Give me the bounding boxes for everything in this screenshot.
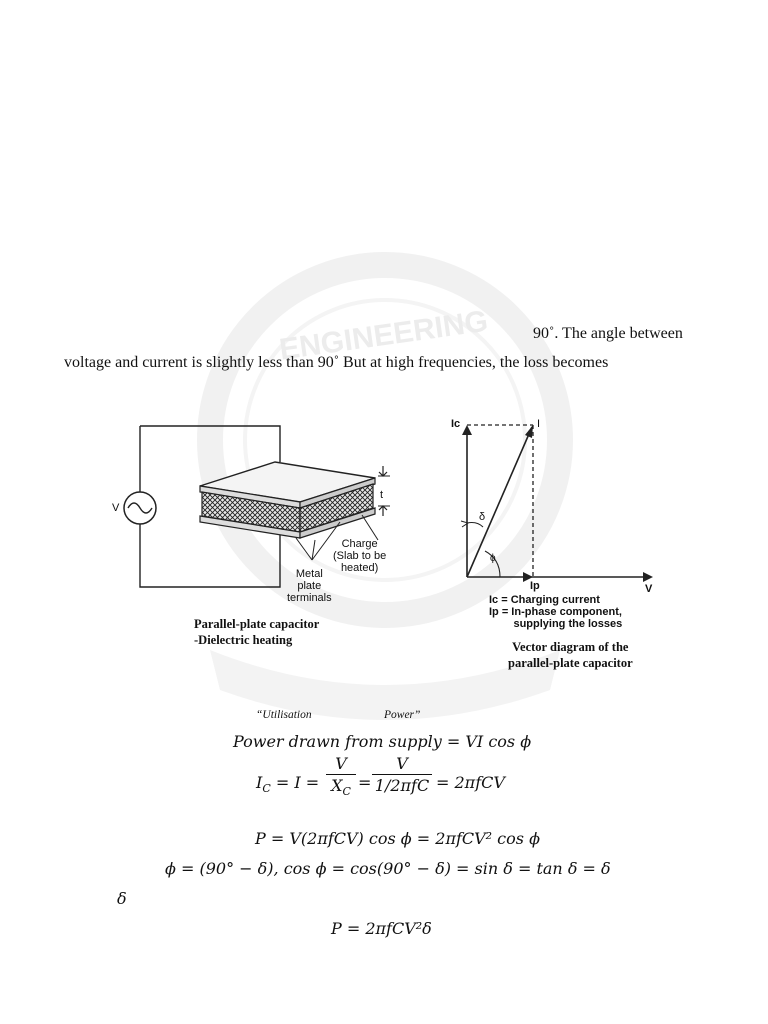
capacitor-circuit-figure [100, 410, 400, 650]
equation-power-expanded: P = V(2πfCV) cos ϕ = 2πfCV² cos ϕ [255, 829, 540, 848]
source-caption-part1: “Utilisation [256, 709, 312, 721]
source-v-label: V [112, 502, 120, 514]
body-text-line-2: voltage and current is slightly less than 90˚ But at high frequencies, the loss becomes [64, 354, 609, 371]
source-caption-part2: Power” [384, 709, 421, 721]
vector-diagram [445, 415, 665, 595]
metal-plate-label: Metal plate terminals [287, 568, 332, 604]
equation-charging-current: $I_C = I$ = V $X_C$ = V 1/2πfC = 2πfCV [256, 754, 505, 799]
equation-power-final: P = 2πfCV²δ [331, 919, 432, 938]
legend-charging-current: Ic = Charging current [489, 594, 600, 606]
charge-label: Charge (Slab to be heated) [333, 538, 387, 574]
equation-power-drawn: Power drawn from supply = VI cos ϕ [233, 732, 532, 751]
svg-text:ENGINEERING: ENGINEERING [277, 304, 490, 367]
equation-delta-symbol: δ [117, 889, 127, 908]
body-text-line-1: 90˚. The angle between [533, 325, 683, 342]
legend-in-phase-component: Ip = In-phase component, supplying the losses [489, 606, 623, 630]
thickness-t-label: t [380, 489, 384, 501]
vector-delta-label: δ [479, 511, 486, 523]
vector-i-label: I [537, 418, 541, 430]
vector-ip-label: Ip [530, 580, 540, 592]
vector-phi-label: ϕ [490, 553, 496, 564]
vector-v-label: V [645, 583, 653, 595]
vector-ic-label: Ic [451, 418, 461, 430]
right-figure-caption: Vector diagram of the parallel-plate capacitor [508, 640, 633, 670]
left-figure-caption: Parallel-plate capacitor -Dielectric heating [194, 617, 320, 647]
ac-source-icon [124, 492, 156, 524]
equation-phi-delta: ϕ = (90° − δ), cos ϕ = cos(90° − δ) = sin δ = tan δ = δ [165, 859, 611, 878]
